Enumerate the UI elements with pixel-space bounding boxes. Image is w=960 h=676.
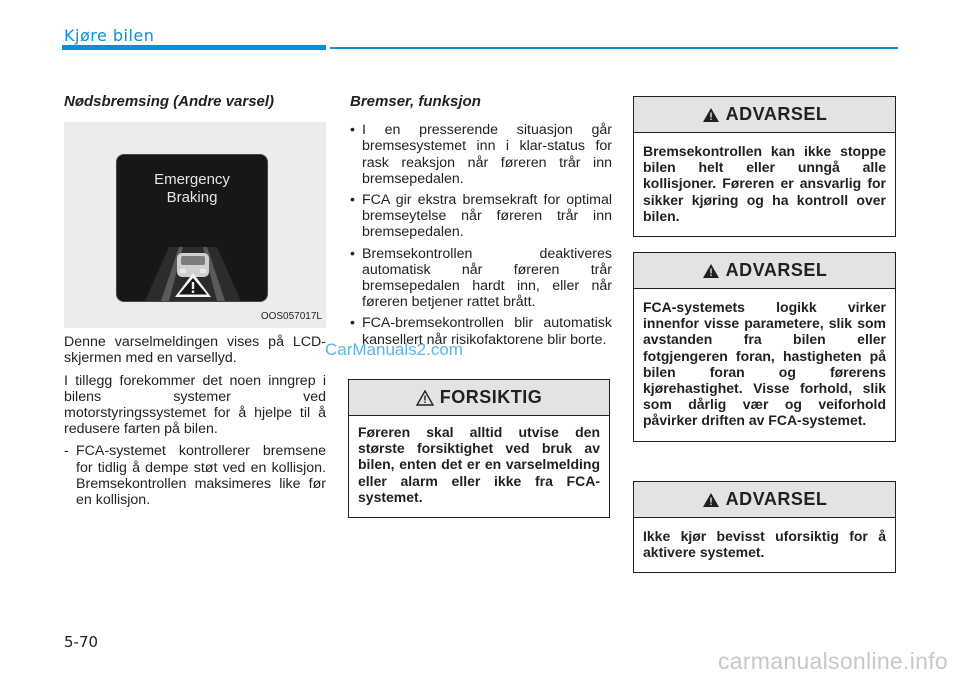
paragraph: I tillegg forekommer det noen inngrep i bilens systemer ved motorstyringssystemet for å hjelpe til å redusere farten på bilen. (64, 372, 326, 438)
own-vehicle-icon (173, 301, 213, 302)
warning-heading (634, 482, 895, 518)
page-number: 5-70 (64, 633, 99, 651)
caution-heading (349, 380, 609, 416)
warning-box (633, 96, 896, 237)
left-column (64, 94, 326, 508)
dash-list-item (64, 443, 326, 508)
bullet-marker: • (350, 192, 355, 209)
left-section-heading: Nødsbremsing (Andre varsel) (64, 93, 275, 110)
warning-heading-text: ADVARSEL (725, 489, 828, 509)
list-item (350, 192, 612, 241)
dash-marker: - (64, 443, 69, 460)
middle-column (350, 94, 612, 353)
header-rule-thin (330, 47, 898, 49)
screen-line-2: Braking (166, 189, 218, 207)
caution-box (348, 379, 610, 518)
warning-heading-text: ADVARSEL (725, 260, 828, 280)
warning-body: FCA-systemets logikk virker innenfor visse parametere, slik som avstanden fra bilen eller fotgjengeren foran, hastigheten på bilen foran og førerens kjørehastighet. Visse forhold, slik som dårlig vær og veiforhold påvirker driften av FCA-systemet. (643, 299, 886, 429)
screen-line-1: Emergency (154, 171, 230, 189)
middle-section-heading: Bremser, funksjon (350, 93, 481, 110)
watermark: CarManuals2.com (325, 340, 463, 359)
warning-heading (634, 253, 895, 289)
header-rule-thick (62, 45, 326, 50)
caution-heading-text: FORSIKTIG (439, 387, 543, 407)
list-item-text: FCA gir ekstra bremsekraft for optimal bremseytelse når føreren trår inn bremsepedalen. (362, 192, 612, 241)
warning-triangle-icon (702, 107, 720, 123)
footer-watermark: carmanualsonline.info (717, 648, 948, 674)
list-item (350, 246, 612, 311)
section-title: Kjøre bilen (64, 26, 155, 45)
warning-triangle-icon (702, 263, 720, 279)
lcd-screen (116, 154, 268, 302)
dash-item-text: FCA-systemet kontrollerer bremsene for tidlig å dempe støt ved en kollisjon. Bremsekontrollen maksimeres like før en kollisjon. (76, 443, 326, 509)
bullet-marker: • (350, 315, 355, 332)
warning-triangle-icon (416, 390, 434, 406)
warning-heading-text: ADVARSEL (725, 104, 828, 124)
list-item-text: I en presserende situasjon går bremsesystemet inn i klar-status for rask reaksjon når føreren trår inn bremsepedalen. (362, 122, 612, 187)
list-item (350, 122, 612, 187)
paragraph: Denne varselmeldingen vises på LCD-skjermen med en varsellyd. (64, 334, 326, 367)
caution-body: Føreren skal alltid utvise den største forsiktighet ved bruk av bilen, enten det er en varselmelding eller alarm eller ikke fra FCA-systemet. (358, 424, 600, 505)
figure-code: OOS057017L (260, 311, 322, 322)
warning-heading (634, 97, 895, 133)
bullet-marker: • (350, 245, 355, 262)
warning-box (633, 252, 896, 442)
warning-triangle-icon (702, 492, 720, 508)
list-item-text: FCA-bremsekontrollen blir automatisk kansellert når risikofaktorene blir borte. (362, 315, 612, 348)
bullet-marker: • (350, 122, 355, 139)
warning-body: Bremsekontrollen kan ikke stoppe bilen helt eller unngå alle kollisjoner. Føreren er ansvarlig for sikker kjøring og ha kontroll over bilen. (643, 143, 886, 224)
list-item-text: Bremsekontrollen deaktiveres automatisk når føreren trår bremsepedalen hardt inn, eller når føreren betjener rattet brått. (362, 245, 612, 311)
emergency-braking-figure (64, 122, 326, 328)
road-scene-graphic (117, 155, 268, 302)
warning-box (633, 481, 896, 573)
warning-body: Ikke kjør bevisst uforsiktig for å aktivere systemet. (643, 528, 886, 561)
feature-list (350, 122, 612, 348)
